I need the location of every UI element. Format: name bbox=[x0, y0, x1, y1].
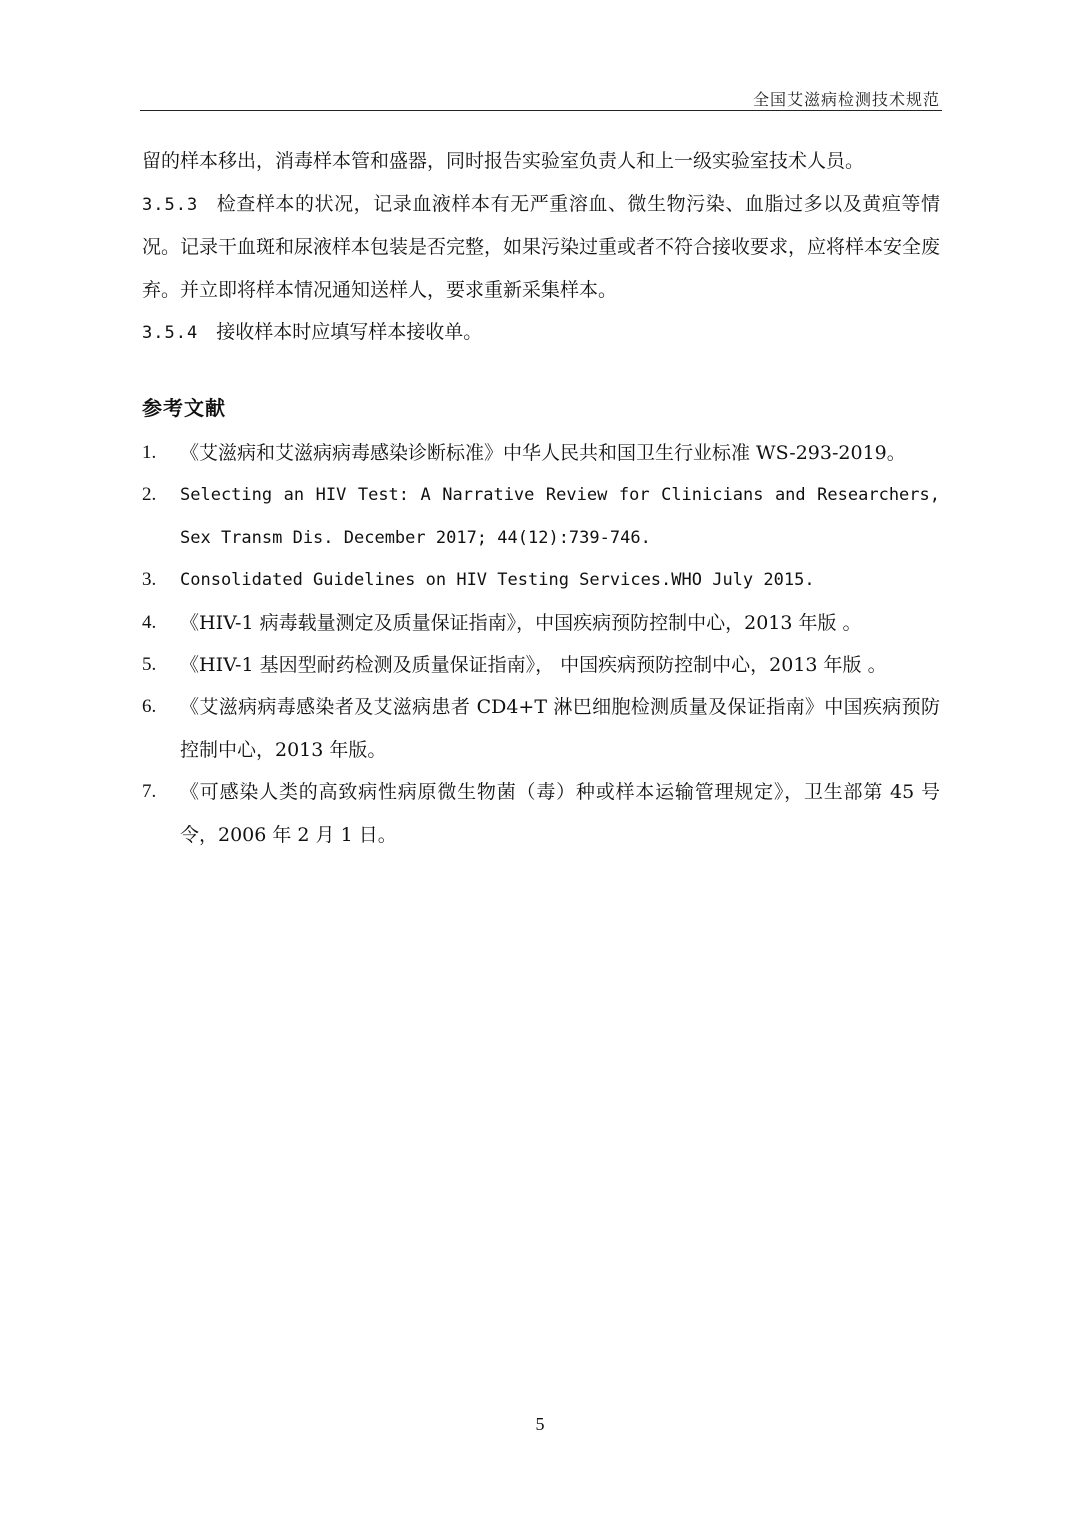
reference-number: 4. bbox=[142, 611, 157, 633]
reference-item bbox=[142, 474, 940, 559]
reference-text: Selecting an HIV Test: A Narrative Review for Clinicians and Researchers, Sex Transm Dis. December 2017; 44(12):739-746. bbox=[180, 485, 940, 548]
section-number: 3.5.4 bbox=[142, 323, 199, 343]
page-number: 5 bbox=[535, 1414, 545, 1434]
running-header-title: 全国艾滋病检测技术规范 bbox=[752, 90, 940, 109]
section-number: 3.5.3 bbox=[142, 194, 199, 215]
body-text bbox=[142, 140, 940, 355]
reference-item bbox=[142, 771, 940, 856]
reference-number: 2. bbox=[142, 484, 157, 506]
reference-text: 《HIV-1 基因型耐药检测及质量保证指南》， 中国疾病预防控制中心，2013 年版 。 bbox=[180, 654, 887, 677]
reference-text: 《HIV-1 病毒载量测定及质量保证指南》，中国疾病预防控制中心，2013 年版 。 bbox=[180, 611, 862, 634]
reference-number: 7. bbox=[142, 781, 157, 803]
reference-item bbox=[142, 602, 940, 644]
reference-number: 1. bbox=[142, 442, 157, 463]
references-heading: 参考文献 bbox=[142, 396, 226, 420]
reference-item bbox=[142, 644, 940, 686]
reference-number: 5. bbox=[142, 654, 157, 676]
section-3-5-4 bbox=[142, 311, 940, 355]
continuation-paragraph: 留的样本移出，消毒样本管和盛器，同时报告实验室负责人和上一级实验室技术人员。 bbox=[142, 150, 865, 172]
reference-text: 《艾滋病和艾滋病病毒感染诊断标准》中华人民共和国卫生行业标准 WS-293-2019。 bbox=[180, 442, 906, 464]
reference-number: 6. bbox=[142, 696, 157, 718]
reference-text: 《可感染人类的高致病性病原微生物菌（毒）种或样本运输管理规定》，卫生部第 45 号令，2006 年 2 月 1 日。 bbox=[180, 781, 940, 846]
section-text: 检查样本的状况，记录血液样本有无严重溶血、微生物污染、血脂过多以及黄疸等情况。记录干血斑和尿液样本包装是否完整，如果污染过重或者不符合接收要求，应将样本安全废弃。并立即将样本情况通知送样人，要求重新采集样本。 bbox=[142, 192, 941, 301]
reference-item bbox=[142, 686, 940, 771]
reference-text: Consolidated Guidelines on HIV Testing Services.WHO July 2015. bbox=[180, 570, 815, 591]
header-rule bbox=[140, 110, 942, 111]
reference-item bbox=[142, 559, 940, 601]
reference-item bbox=[142, 432, 940, 474]
section-text: 接收样本时应填写样本接收单。 bbox=[216, 321, 483, 343]
reference-list bbox=[142, 432, 940, 856]
reference-number: 3. bbox=[142, 569, 157, 591]
section-3-5-3 bbox=[142, 183, 940, 312]
reference-text: 《艾滋病病毒感染者及艾滋病患者 CD4+T 淋巴细胞检测质量及保证指南》中国疾病预防控制中心，2013 年版。 bbox=[180, 696, 940, 761]
